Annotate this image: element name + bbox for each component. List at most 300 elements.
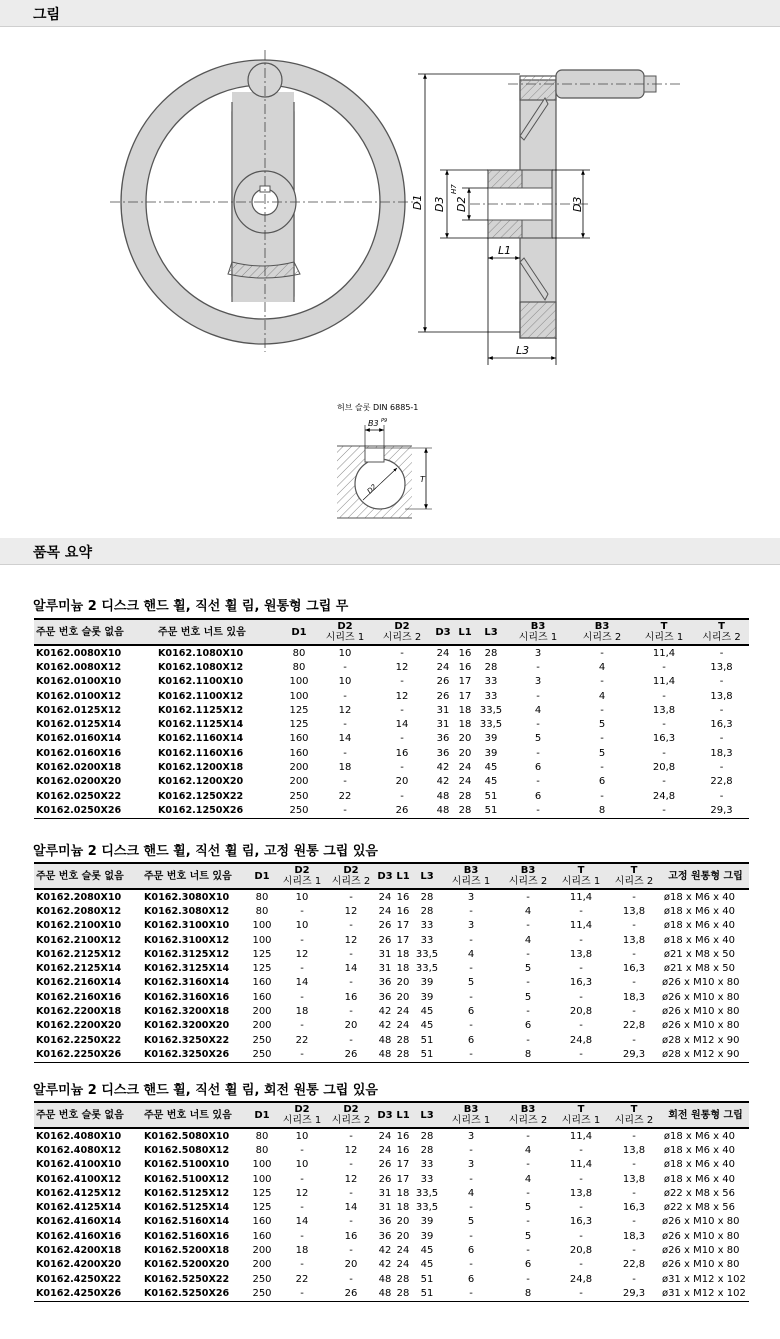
order-code-cell: K0162.5100X12 xyxy=(144,1173,230,1185)
table-cell: - xyxy=(526,1245,530,1257)
table-cell: - xyxy=(556,1047,606,1062)
table3-header-t-s2 xyxy=(606,1102,662,1128)
table-cell: - xyxy=(662,776,666,788)
table-cell: 12 xyxy=(344,1173,358,1185)
order-code-cell: K0162.1080X10 xyxy=(158,647,244,659)
grip-spec-cell: ø18 x M6 x 40 xyxy=(663,920,735,932)
table-cell: 28 xyxy=(420,1144,434,1156)
order-code-cell: K0162.1200X20 xyxy=(158,776,244,788)
table-cell: - xyxy=(632,948,636,960)
order-code-cell: K0162.0080X12 xyxy=(36,661,122,673)
table-cell: 24,8 xyxy=(569,1273,593,1285)
table-cell: 48 xyxy=(376,1047,394,1062)
grip-spec-cell: ø18 x M6 x 40 xyxy=(663,1144,735,1156)
table3-header-t-label-2: T xyxy=(630,1104,638,1115)
table3-header-t-label: T xyxy=(577,1104,585,1115)
table-cell: 16 xyxy=(344,991,358,1003)
table-cell: 29,3 xyxy=(606,1286,662,1301)
table-cell: 36 xyxy=(378,991,392,1003)
table2-header-b3-label-2: B3 xyxy=(520,865,536,876)
table-cell: - xyxy=(600,704,604,716)
table-cell: 4 xyxy=(598,690,606,702)
table-cell: 100 xyxy=(252,934,272,946)
table-cell: 26 xyxy=(436,690,450,702)
table-row xyxy=(34,904,749,918)
table-cell: - xyxy=(349,1245,353,1257)
table-cell: - xyxy=(579,1202,583,1214)
table-cell: 42 xyxy=(378,1259,392,1271)
table-cell: - xyxy=(632,1187,636,1199)
table-cell: - xyxy=(526,1187,530,1199)
table-cell: 3 xyxy=(467,920,475,932)
table-cell: - xyxy=(600,733,604,745)
table1-header-code-no-slot: 주문 번호 슬롯 없음 xyxy=(34,619,156,645)
grip-spec-cell: ø26 x M10 x 80 xyxy=(662,977,740,989)
table-cell: 20 xyxy=(396,991,410,1003)
table-cell: - xyxy=(662,690,666,702)
table3-header-d2-label-2: D2 xyxy=(343,1104,359,1115)
table-cell: 14 xyxy=(395,719,409,731)
table-cell: 13,8 xyxy=(622,1173,646,1185)
table2-header-d2-label-2: D2 xyxy=(343,865,359,876)
table-cell: 48 xyxy=(436,790,450,802)
table-cell: 5 xyxy=(467,1216,475,1228)
table-cell: - xyxy=(469,963,473,975)
order-code-cell: K0162.2125X14 xyxy=(36,963,122,975)
table-cell: - xyxy=(536,719,540,731)
table1-header-d2-label-2: D2 xyxy=(394,621,410,632)
table-cell: 12 xyxy=(295,948,309,960)
table1-header-t-s2 xyxy=(694,619,749,645)
table2-header-l1: L1 xyxy=(394,863,412,889)
table-cell: 33 xyxy=(420,934,434,946)
order-code-cell: K0162.2200X18 xyxy=(36,1006,122,1018)
summary-section-header xyxy=(0,538,780,565)
table3-header-l1: L1 xyxy=(394,1102,412,1128)
figure-section-header xyxy=(0,0,780,27)
table-cell: - xyxy=(632,1006,636,1018)
table-cell: 16,3 xyxy=(569,977,593,989)
table-cell: 16 xyxy=(458,661,472,673)
table-cell: - xyxy=(600,647,604,659)
table-cell: 16,3 xyxy=(569,1216,593,1228)
table-cell: - xyxy=(526,1006,530,1018)
table-row xyxy=(34,976,749,990)
table-cell: 3 xyxy=(467,891,475,903)
order-code-cell: K0162.0200X18 xyxy=(36,762,122,774)
table-row xyxy=(34,803,749,818)
table-cell: - xyxy=(343,661,347,673)
table-cell: 48 xyxy=(432,803,454,818)
table-cell: 200 xyxy=(252,1006,272,1018)
table-cell: - xyxy=(349,977,353,989)
order-code-cell: K0162.2125X12 xyxy=(36,948,122,960)
table-cell: 6 xyxy=(467,1245,475,1257)
table-cell: - xyxy=(349,891,353,903)
table-cell: 4 xyxy=(598,661,606,673)
order-code-cell: K0162.5200X18 xyxy=(144,1245,230,1257)
table-cell: 13,8 xyxy=(710,690,733,702)
table-cell: 6 xyxy=(467,1006,475,1018)
table-cell: 20 xyxy=(458,747,472,759)
table-cell: 6 xyxy=(524,1259,532,1271)
order-code-cell: K0162.2160X16 xyxy=(36,991,122,1003)
table-cell: 8 xyxy=(570,803,634,818)
table-cell: - xyxy=(632,1159,636,1171)
table1-header-t-s1 xyxy=(634,619,694,645)
table-cell: 125 xyxy=(252,948,272,960)
table-cell: - xyxy=(719,762,724,774)
table-cell: 5 xyxy=(598,719,606,731)
table-cell: 31 xyxy=(378,1202,392,1214)
table-cell: 8 xyxy=(500,1047,556,1062)
table-cell: - xyxy=(469,934,473,946)
table-cell: - xyxy=(536,776,540,788)
wheel-front-view xyxy=(110,50,418,352)
table-cell: - xyxy=(343,690,347,702)
grip-spec-cell: ø26 x M10 x 80 xyxy=(662,1230,740,1242)
table-cell: 26 xyxy=(436,676,450,688)
table-cell: - xyxy=(442,1047,500,1062)
order-code-cell: K0162.0160X16 xyxy=(36,747,122,759)
table-cell: 20 xyxy=(396,1216,410,1228)
table-cell: 4 xyxy=(534,704,542,716)
order-code-cell: K0162.4200X20 xyxy=(36,1259,122,1271)
table-cell: - xyxy=(300,1259,304,1271)
table1-header-b3-s1-label: 시리즈 1 xyxy=(518,632,558,643)
table-cell: 13,8 xyxy=(569,1187,593,1199)
table-cell: 22 xyxy=(295,1034,309,1046)
grip-spec-cell: ø18 x M6 x 40 xyxy=(663,1130,735,1142)
table-cell: - xyxy=(632,891,636,903)
table-cell: 14 xyxy=(295,1216,309,1228)
table-cell: - xyxy=(469,1259,473,1271)
order-code-cell: K0162.4100X10 xyxy=(36,1159,122,1171)
grip-spec-cell: ø26 x M10 x 80 xyxy=(662,991,740,1003)
order-code-cell: K0162.3250X22 xyxy=(144,1034,230,1046)
table3-title: 알루미늄 2 디스크 핸드 휠, 직선 휠 림, 회전 원통 그립 있음 xyxy=(33,1083,378,1098)
table-cell: 16,3 xyxy=(710,719,733,731)
table3-header-grip: 회전 원통형 그립 xyxy=(662,1102,749,1128)
table-cell: 48 xyxy=(378,1273,392,1285)
table-cell: - xyxy=(400,790,404,802)
table-cell: 125 xyxy=(252,1202,272,1214)
dim-label-B3: B3 xyxy=(368,419,379,428)
table1-header-t-label-2: T xyxy=(718,621,725,632)
table-cell: 14 xyxy=(344,1202,358,1214)
table-cell: 45 xyxy=(484,776,498,788)
grip-spec-cell: ø26 x M10 x 80 xyxy=(662,1245,740,1257)
table-cell: - xyxy=(579,991,583,1003)
order-code-cell: K0162.4100X12 xyxy=(36,1173,122,1185)
table-row xyxy=(34,1172,749,1186)
table2-header-d2-label: D2 xyxy=(294,865,310,876)
order-code-cell: K0162.2160X14 xyxy=(36,977,122,989)
table-cell: 200 xyxy=(289,776,309,788)
table-cell: 160 xyxy=(252,977,272,989)
table-cell: 39 xyxy=(484,733,498,745)
order-code-cell: K0162.3125X14 xyxy=(144,963,230,975)
table2-header-grip: 고정 원통형 그립 xyxy=(662,863,749,889)
dim-label-D3-left: D3 xyxy=(433,196,446,212)
table-cell: 16,3 xyxy=(622,1202,646,1214)
table-cell: 17 xyxy=(396,934,410,946)
order-code-cell: K0162.1125X14 xyxy=(158,719,244,731)
table1-header-b3-label: B3 xyxy=(530,621,546,632)
table-cell: 5 xyxy=(524,991,532,1003)
table-cell: - xyxy=(526,920,530,932)
order-code-cell: K0162.0125X12 xyxy=(36,704,122,716)
order-code-cell: K0162.2250X22 xyxy=(36,1034,122,1046)
table-cell: 51 xyxy=(420,1034,434,1046)
table1-header-t-s1-label: 시리즈 1 xyxy=(644,632,684,643)
table1-header-d2-s1 xyxy=(318,619,372,645)
table-cell: - xyxy=(300,991,304,1003)
table-row xyxy=(34,775,749,789)
table-cell: 16 xyxy=(396,1130,410,1142)
table-cell: 24 xyxy=(378,1144,392,1156)
table-cell: - xyxy=(579,1144,583,1156)
table2-header-b3-s1-label: 시리즈 1 xyxy=(451,876,491,887)
table-cell: - xyxy=(579,1173,583,1185)
grip-spec-cell: ø22 x M8 x 56 xyxy=(663,1187,735,1199)
table-cell: 14 xyxy=(338,733,352,745)
table-cell: 12 xyxy=(344,1144,358,1156)
table-cell: 24 xyxy=(458,776,472,788)
table-cell: - xyxy=(526,891,530,903)
table-cell: 11,4 xyxy=(569,1130,593,1142)
table-cell: - xyxy=(300,934,304,946)
table-row xyxy=(34,789,749,803)
table-cell: 6 xyxy=(598,776,606,788)
table-cell: 33 xyxy=(484,676,498,688)
dim-label-D1: D1 xyxy=(411,194,424,210)
table-cell: 100 xyxy=(252,1159,272,1171)
order-code-cell: K0162.0100X10 xyxy=(36,676,122,688)
table-cell: 80 xyxy=(255,1144,269,1156)
table-cell: 28 xyxy=(420,891,434,903)
table-cell: - xyxy=(469,1020,473,1032)
table-cell: - xyxy=(349,1216,353,1228)
table3-header-b3-label: B3 xyxy=(463,1104,479,1115)
table-cell: - xyxy=(579,1020,583,1032)
table-row xyxy=(34,1243,749,1257)
table-cell: 18 xyxy=(396,1187,410,1199)
table2-header-b3-s2 xyxy=(500,863,556,889)
table-cell: 13,8 xyxy=(622,934,646,946)
table-cell: 45 xyxy=(420,1245,434,1257)
table-cell: - xyxy=(349,1159,353,1171)
table-cell: 51 xyxy=(420,1273,434,1285)
table3-header-d3: D3 xyxy=(376,1102,394,1128)
table-cell: 28 xyxy=(396,1273,410,1285)
table-cell: 16 xyxy=(395,747,409,759)
order-code-cell: K0162.5250X22 xyxy=(144,1273,230,1285)
table-cell: 17 xyxy=(458,690,472,702)
table-cell: 28 xyxy=(420,1130,434,1142)
table-row xyxy=(34,1286,749,1301)
dim-label-L1: L1 xyxy=(498,244,512,257)
order-code-cell: K0162.3100X12 xyxy=(144,934,230,946)
table-cell: 45 xyxy=(420,1006,434,1018)
table-cell: 36 xyxy=(378,977,392,989)
table-cell: - xyxy=(469,991,473,1003)
table1-header-d2-s1-label: 시리즈 1 xyxy=(325,632,365,643)
table-cell: 13,8 xyxy=(622,905,646,917)
grip-spec-cell: ø18 x M6 x 40 xyxy=(663,1159,735,1171)
table-row xyxy=(34,1128,749,1143)
table-cell: - xyxy=(300,1020,304,1032)
table-cell: 14 xyxy=(344,963,358,975)
table-cell: 13,8 xyxy=(622,1144,646,1156)
table-cell: 12 xyxy=(395,661,409,673)
order-code-cell: K0162.2250X26 xyxy=(34,1047,142,1062)
table-cell: - xyxy=(719,790,724,802)
table-cell: 20 xyxy=(344,1020,358,1032)
table-cell: - xyxy=(300,1230,304,1242)
table-cell: 5 xyxy=(524,1230,532,1242)
table-cell: 24,8 xyxy=(652,790,676,802)
order-code-cell: K0162.4160X14 xyxy=(36,1216,122,1228)
table2-header-d2-s1-label: 시리즈 1 xyxy=(282,876,322,887)
table1-header-code-slot: 주문 번호 너트 있음 xyxy=(156,619,280,645)
table-cell: 200 xyxy=(252,1245,272,1257)
table-cell: 26 xyxy=(378,1173,392,1185)
table-cell: - xyxy=(349,1006,353,1018)
table-cell: 18 xyxy=(295,1006,309,1018)
table-cell: 16 xyxy=(344,1230,358,1242)
table-cell: 36 xyxy=(378,1230,392,1242)
table-cell: 42 xyxy=(378,1020,392,1032)
table2-header-b3-label: B3 xyxy=(463,865,479,876)
table1-header-t-label: T xyxy=(660,621,668,632)
order-code-cell: K0162.4250X26 xyxy=(34,1286,142,1301)
table-cell: 11,4 xyxy=(569,920,593,932)
dim-label-D2: D2 xyxy=(455,196,468,212)
table-cell: 17 xyxy=(458,676,472,688)
grip-spec-cell: ø18 x M6 x 40 xyxy=(663,891,735,903)
dim-label-B3-tol: P9 xyxy=(381,418,388,424)
table-cell: 24 xyxy=(378,905,392,917)
table-cell: 16 xyxy=(396,905,410,917)
table-cell: - xyxy=(632,920,636,932)
table-cell: 24 xyxy=(458,762,472,774)
table3-header-t-s1 xyxy=(556,1102,606,1128)
table-cell: - xyxy=(719,704,724,716)
dim-label-L3: L3 xyxy=(516,344,530,357)
table-cell: - xyxy=(300,963,304,975)
table-cell: - xyxy=(506,803,570,818)
table-cell: 20 xyxy=(458,733,472,745)
table-row xyxy=(34,947,749,961)
table-cell: 33 xyxy=(420,1173,434,1185)
table-cell: 33,5 xyxy=(415,1187,439,1199)
table3-header-b3-s2-label: 시리즈 2 xyxy=(508,1115,548,1126)
table-cell: 18,3 xyxy=(710,747,733,759)
table-cell: 3 xyxy=(467,1159,475,1171)
table1-header-l3: L3 xyxy=(476,619,506,645)
table-cell: 39 xyxy=(420,1230,434,1242)
table-cell: 22,8 xyxy=(710,776,733,788)
table-cell: 33,5 xyxy=(479,704,503,716)
table-cell: 12 xyxy=(395,690,409,702)
table-cell: 26 xyxy=(372,803,432,818)
table-row xyxy=(34,732,749,746)
order-code-cell: K0162.1100X12 xyxy=(158,690,244,702)
table-cell: 11,4 xyxy=(569,891,593,903)
order-code-cell: K0162.5160X14 xyxy=(144,1216,230,1228)
table-cell: 11,4 xyxy=(652,647,676,659)
table-cell: 20 xyxy=(395,776,409,788)
table-cell: - xyxy=(349,1034,353,1046)
table-cell: 28 xyxy=(484,647,498,659)
table-cell: 4 xyxy=(524,1144,532,1156)
grip-spec-cell: ø31 x M12 x 102 xyxy=(662,1286,749,1301)
dim-label-D2-tol: H7 xyxy=(450,184,458,194)
table3-header-row xyxy=(34,1102,749,1128)
table-cell: 200 xyxy=(289,762,309,774)
table2-header-code-slot: 주문 번호 너트 있음 xyxy=(142,863,246,889)
table-cell: 45 xyxy=(420,1020,434,1032)
table2-header-b3-s1 xyxy=(442,863,500,889)
table-cell: 13,8 xyxy=(569,948,593,960)
summary-section-title: 품목 요약 xyxy=(33,545,92,561)
table1-header-b3-s1 xyxy=(506,619,570,645)
grip-spec-cell: ø26 x M10 x 80 xyxy=(662,1020,740,1032)
table-cell: - xyxy=(536,690,540,702)
table-cell: - xyxy=(634,803,694,818)
table-cell: 42 xyxy=(378,1245,392,1257)
table2-spec xyxy=(34,862,749,1063)
table1-header-d2-s2 xyxy=(372,619,432,645)
order-code-cell: K0162.5080X12 xyxy=(144,1144,230,1156)
table-cell: - xyxy=(349,1130,353,1142)
table-cell: - xyxy=(579,1259,583,1271)
table-cell: 100 xyxy=(289,676,309,688)
order-code-cell: K0162.1160X16 xyxy=(158,747,244,759)
order-code-cell: K0162.1100X10 xyxy=(158,676,244,688)
table-cell: 26 xyxy=(378,920,392,932)
table-cell: 20,8 xyxy=(652,762,676,774)
table-cell: 4 xyxy=(524,1173,532,1185)
order-code-cell: K0162.4250X22 xyxy=(36,1273,122,1285)
table-cell: 4 xyxy=(467,948,475,960)
table-cell: 26 xyxy=(378,1159,392,1171)
table-cell: 11,4 xyxy=(652,676,676,688)
table2-header-d1: D1 xyxy=(246,863,278,889)
table-row xyxy=(34,1272,749,1286)
order-code-cell: K0162.4125X14 xyxy=(36,1202,122,1214)
table-row xyxy=(34,1004,749,1018)
order-code-cell: K0162.1200X18 xyxy=(158,762,244,774)
order-code-cell: K0162.5125X14 xyxy=(144,1202,230,1214)
table-cell: - xyxy=(719,733,724,745)
table-cell: - xyxy=(400,733,404,745)
table-cell: - xyxy=(662,719,666,731)
order-code-cell: K0162.5080X10 xyxy=(144,1130,230,1142)
order-code-cell: K0162.1250X26 xyxy=(156,803,280,818)
table-cell: - xyxy=(349,1273,353,1285)
table2-title: 알루미늄 2 디스크 핸드 휠, 직선 휠 림, 고정 원통 그립 있음 xyxy=(33,844,378,859)
table2-header-d2-s2-label: 시리즈 2 xyxy=(331,876,371,887)
grip-spec-cell: ø22 x M8 x 56 xyxy=(663,1202,735,1214)
table-cell: 250 xyxy=(252,1273,272,1285)
table-cell: 10 xyxy=(295,891,309,903)
table-cell: - xyxy=(632,1216,636,1228)
table1-header-row xyxy=(34,619,749,645)
table3-header-t-s2-label: 시리즈 2 xyxy=(614,1115,654,1126)
table-cell: 26 xyxy=(326,1047,376,1062)
